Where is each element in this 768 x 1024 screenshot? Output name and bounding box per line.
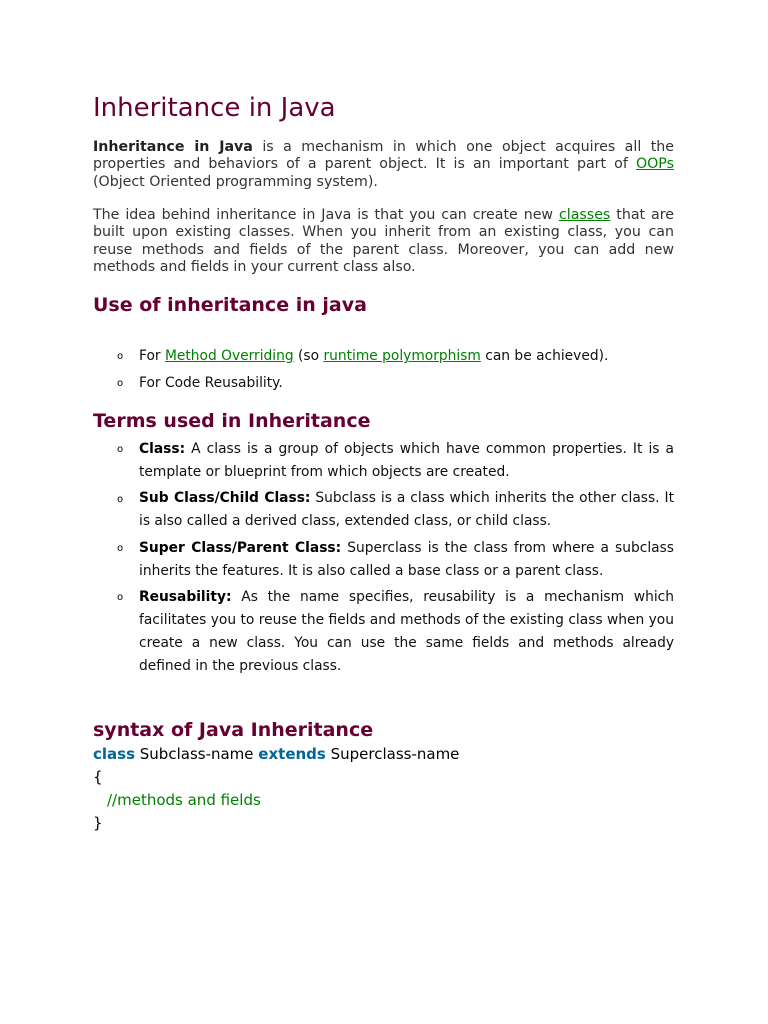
code-comment: //methods and fields — [107, 791, 261, 809]
intro-paragraph — [93, 139, 674, 191]
bullet-icon: o — [117, 351, 124, 362]
superclass-name: Superclass-name — [325, 745, 460, 763]
subclass-name: Subclass-name — [135, 745, 259, 763]
bullet-icon: o — [117, 444, 124, 455]
term-description: As the name specifies, reusability is a mechanism which facilitates you to reuse the fields and methods of the existing class when you create a new class. You can use the same fields and methods already defined in the previous class. — [139, 589, 674, 674]
term-description: Subclass is a class which inherits the other class. It is also called a derived class, extended class, or child class. — [139, 490, 674, 529]
term-label: Sub Class/Child Class: — [139, 490, 311, 506]
bullet-icon: o — [117, 494, 124, 505]
term-label: Class: — [139, 441, 186, 457]
bullet-icon: o — [117, 543, 124, 554]
intro-text-2: (Object Oriented programming system). — [93, 173, 378, 190]
list-item-overriding — [139, 345, 674, 368]
keyword-class: class — [93, 745, 136, 763]
page-title: Inheritance in Java — [93, 93, 336, 123]
syntax-heading: syntax of Java Inheritance — [93, 719, 374, 741]
term-item-reusability — [139, 586, 674, 678]
intro-bold: Inheritance in Java — [93, 139, 253, 155]
runtime-polymorphism-link[interactable]: runtime polymorphism — [323, 348, 481, 364]
term-item-subclass — [139, 487, 674, 533]
idea-text-1: The idea behind inheritance in Java is that you can create new — [93, 207, 559, 223]
term-description: A class is a group of objects which have common properties. It is a template or blueprint from which objects are created. — [139, 441, 674, 480]
term-item-class — [139, 438, 674, 484]
idea-paragraph — [93, 207, 674, 276]
use-heading: Use of inheritance in java — [93, 294, 367, 316]
list-item-reusability: For Code Reusability. — [139, 375, 283, 391]
use-item1-text-3: can be achieved). — [480, 348, 609, 364]
bullet-icon: o — [117, 592, 124, 603]
use-item1-text-1: For — [139, 348, 165, 364]
bullet-icon: o — [117, 378, 124, 389]
code-line-declaration — [93, 743, 459, 766]
keyword-extends: extends — [258, 745, 326, 763]
use-item1-text-2: (so — [293, 348, 324, 364]
classes-link[interactable]: classes — [558, 207, 611, 223]
intro-text-1: is a mechanism in which one object acquires all the properties and behaviors of a parent object. It is an important part of — [93, 139, 675, 173]
code-close-brace: } — [93, 814, 103, 832]
term-label: Reusability: — [139, 589, 232, 605]
term-item-superclass — [139, 537, 674, 583]
code-open-brace: { — [93, 768, 103, 786]
oops-link[interactable]: OOPs — [635, 156, 674, 173]
method-overriding-link[interactable]: Method Overriding — [164, 348, 294, 364]
idea-text-2: that are built upon existing classes. When you inherit from an existing class, you can reuse methods and fields of the parent class. Moreover, you can add new methods and fields in your current class also. — [93, 207, 674, 275]
term-label: Super Class/Parent Class: — [139, 540, 342, 556]
terms-heading: Terms used in Inheritance — [93, 410, 371, 432]
term-description: Superclass is the class from where a subclass inherits the features. It is also called a base class or a parent class. — [139, 540, 674, 579]
